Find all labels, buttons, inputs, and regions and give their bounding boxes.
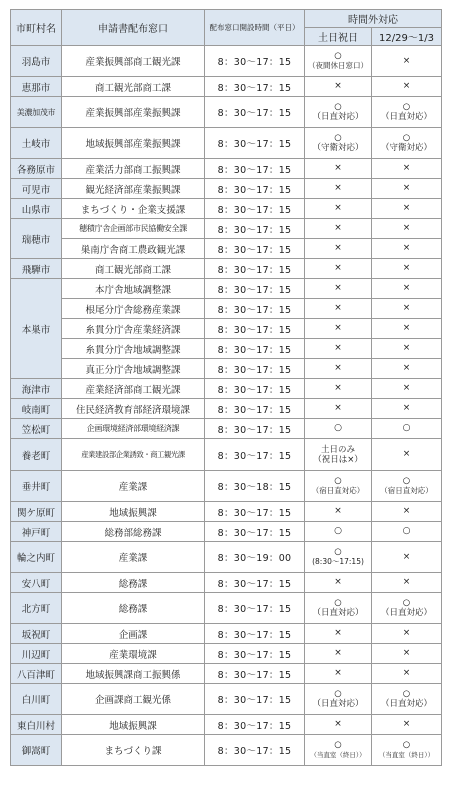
weekend-mark: ○ [334,689,342,699]
hours-cell: 8：30～17：15 [205,624,305,644]
window-cell: 巣南庁舎商工農政観光課 [62,239,205,259]
weekend-cell: × [305,399,372,419]
weekend-cell: × [305,644,372,664]
municipality-cell: 川辺町 [11,644,62,664]
weekend-cell: ○ [305,419,372,439]
new-year-note: （当直室（終日）） [378,751,435,759]
new-year-cell: × [372,715,442,735]
weekend-note: （当直室（終日）） [310,751,366,759]
new-year-note: （宿日直対応） [380,486,433,495]
header-weekend: 土日祝日 [305,28,372,46]
weekend-cell: ○ [305,522,372,542]
municipality-cell: 養老町 [11,439,62,471]
new-year-mark: ○ [402,598,411,608]
window-cell: 産業建設部企業誘致・商工観光課 [62,439,205,471]
table-row [11,97,442,128]
municipality-cell: 瑞穂市 [11,219,62,259]
municipality-cell: 北方町 [11,593,62,624]
weekend-cell: × [305,259,372,279]
new-year-note: （日直対応） [380,112,432,122]
table-row [11,239,442,259]
hours-cell: 8：30～17：15 [205,77,305,97]
hours-cell: 8：30～17：15 [205,199,305,219]
hours-cell: 8：30～18：15 [205,471,305,502]
new-year-cell: × [372,664,442,684]
hours-cell: 8：30～17：15 [205,715,305,735]
weekend-mark: ○ [334,51,342,61]
new-year-mark: ○ [402,102,411,112]
table-row [11,419,442,439]
hours-cell: 8：30～17：15 [205,97,305,128]
header-window: 申請書配布窓口 [62,10,205,46]
table-row [11,159,442,179]
weekend-cell: × [305,715,372,735]
table-row [11,593,442,624]
window-cell: 産業環境課 [62,644,205,664]
weekend-cell: × [305,502,372,522]
weekend-cell [305,439,372,471]
window-cell: 住民経済教育部経済環境課 [62,399,205,419]
hours-cell: 8：30～17：15 [205,399,305,419]
weekend-cell [305,735,372,766]
hours-cell: 8：30～17：15 [205,128,305,159]
hours-cell: 8：30～17：15 [205,439,305,471]
municipality-cell: 御嵩町 [11,735,62,766]
municipality-cell: 本巣市 [11,279,62,379]
new-year-cell: × [372,319,442,339]
window-cell: 本庁舎地域調整課 [62,279,205,299]
window-cell: 総務課 [62,593,205,624]
window-cell: まちづくり・企業支援課 [62,199,205,219]
hours-cell: 8：30～17：15 [205,502,305,522]
weekend-mark: ○ [334,133,342,143]
new-year-cell: × [372,502,442,522]
table-row [11,664,442,684]
table-row [11,279,442,299]
weekend-mark: 土日のみ [320,444,355,455]
new-year-mark: ○ [402,133,411,143]
municipality-cell: 坂祝町 [11,624,62,644]
weekend-cell: × [305,77,372,97]
window-cell: 商工観光部商工課 [62,77,205,97]
window-cell: 産業課 [62,471,205,502]
weekend-cell: × [305,339,372,359]
new-year-cell: × [372,644,442,664]
window-cell: 穂積庁舎企画部市民協働安全課 [62,219,205,239]
table-row [11,339,442,359]
municipality-cell: 輪之内町 [11,542,62,573]
hours-cell: 8：30～17：15 [205,522,305,542]
table-row [11,128,442,159]
window-cell: 商工観光部商工課 [62,259,205,279]
municipality-cell: 土岐市 [11,128,62,159]
new-year-mark: ○ [402,740,411,750]
table-row [11,299,442,319]
new-year-cell: × [372,299,442,319]
new-year-cell [372,593,442,624]
new-year-cell: × [372,199,442,219]
new-year-cell: × [372,159,442,179]
table-row [11,77,442,97]
table-row [11,542,442,573]
new-year-cell: × [372,624,442,644]
table-row [11,471,442,502]
new-year-note: （守衛対応） [380,143,432,153]
window-cell: 糸貫分庁舎産業経済課 [62,319,205,339]
weekend-note: (8:30～17:15) [312,557,364,566]
new-year-cell: × [372,77,442,97]
weekend-note: （祝日は×） [313,454,363,465]
table-row [11,199,442,219]
weekend-cell [305,593,372,624]
weekend-cell: × [305,279,372,299]
table-row [11,439,442,471]
hours-cell: 8：30～17：15 [205,644,305,664]
municipality-cell: 岐南町 [11,399,62,419]
window-cell: 地域振興部産業振興課 [62,128,205,159]
window-cell: 観光経済部産業振興課 [62,179,205,199]
weekend-cell: × [305,319,372,339]
window-cell: 企画課商工観光係 [62,684,205,715]
weekend-cell: × [305,624,372,644]
header-new-year: 12/29～1/3 [372,28,442,46]
weekend-cell: × [305,199,372,219]
weekend-note: （日直対応） [312,112,364,122]
weekend-mark: ○ [334,102,342,112]
municipality-cell: 白川町 [11,684,62,715]
municipality-cell: 海津市 [11,379,62,399]
weekend-cell: × [305,379,372,399]
table-row [11,624,442,644]
window-cell: 地域振興課 [62,502,205,522]
weekend-cell: × [305,179,372,199]
hours-cell: 8：30～17：15 [205,684,305,715]
new-year-note: （日直対応） [380,699,432,709]
new-year-cell: × [372,379,442,399]
header-municipality: 市町村名 [11,10,62,46]
new-year-mark: ○ [402,689,411,699]
table-row [11,359,442,379]
weekend-mark: ○ [334,740,342,750]
header-after-hours: 時間外対応 [305,10,442,28]
municipality-cell: 八百津町 [11,664,62,684]
new-year-cell: × [372,399,442,419]
weekend-cell [305,471,372,502]
new-year-mark: ○ [402,476,411,486]
municipality-cell: 各務原市 [11,159,62,179]
weekend-note: （日直対応） [312,699,364,709]
municipality-cell: 神戸町 [11,522,62,542]
hours-cell: 8：30～17：15 [205,299,305,319]
new-year-cell: × [372,179,442,199]
municipality-cell: 安八町 [11,573,62,593]
table-row [11,522,442,542]
window-cell: 企画課 [62,624,205,644]
header-hours: 配布窓口開設時間（平日） [205,10,305,46]
table-row [11,259,442,279]
hours-cell: 8：30～17：15 [205,573,305,593]
hours-cell: 8：30～17：15 [205,419,305,439]
window-cell: 産業経済部商工観光課 [62,379,205,399]
hours-cell: 8：30～17：15 [205,359,305,379]
new-year-cell: × [372,46,442,77]
hours-cell: 8：30～17：15 [205,159,305,179]
weekend-cell [305,542,372,573]
municipality-cell: 恵那市 [11,77,62,97]
weekend-cell [305,128,372,159]
table-row [11,644,442,664]
new-year-cell: × [372,279,442,299]
weekend-note: （夜間休日窓口） [308,61,368,70]
window-cell: 地域振興課 [62,715,205,735]
new-year-cell [372,97,442,128]
hours-cell: 8：30～17：15 [205,664,305,684]
window-cell: まちづくり課 [62,735,205,766]
weekend-cell: × [305,359,372,379]
new-year-cell: ○ [372,419,442,439]
table-row [11,46,442,77]
window-cell: 企画環境経済部環境経済課 [62,419,205,439]
window-cell: 総務課 [62,573,205,593]
municipality-cell: 関ケ原町 [11,502,62,522]
weekend-cell: × [305,219,372,239]
weekend-note: （日直対応） [312,608,364,618]
municipality-cell: 垂井町 [11,471,62,502]
window-cell: 糸貫分庁舎地域調整課 [62,339,205,359]
window-cell: 産業課 [62,542,205,573]
hours-cell: 8：30～17：15 [205,379,305,399]
weekend-cell: × [305,664,372,684]
hours-cell: 8：30～17：15 [205,239,305,259]
municipality-cell: 山県市 [11,199,62,219]
hours-cell: 8：30～17：15 [205,46,305,77]
window-cell: 総務部総務課 [62,522,205,542]
new-year-cell: ○ [372,522,442,542]
municipality-cell: 東白川村 [11,715,62,735]
table-row [11,319,442,339]
new-year-cell: × [372,219,442,239]
new-year-cell: × [372,239,442,259]
table-row [11,715,442,735]
table-row [11,502,442,522]
new-year-cell [372,471,442,502]
hours-cell: 8：30～17：15 [205,593,305,624]
hours-cell: 8：30～19：00 [205,542,305,573]
municipality-cell: 笠松町 [11,419,62,439]
weekend-mark: ○ [334,598,342,608]
weekend-cell [305,684,372,715]
new-year-note: （日直対応） [380,608,432,618]
window-cell: 産業活力部商工振興課 [62,159,205,179]
weekend-cell: × [305,159,372,179]
municipality-cell: 可児市 [11,179,62,199]
new-year-cell: × [372,339,442,359]
new-year-cell: × [372,573,442,593]
municipality-cell: 羽島市 [11,46,62,77]
window-cell: 産業振興部商工観光課 [62,46,205,77]
window-cell: 真正分庁舎地域調整課 [62,359,205,379]
weekend-cell [305,97,372,128]
table-row [11,735,442,766]
weekend-mark: ○ [334,547,342,557]
weekend-cell: × [305,299,372,319]
table-row [11,379,442,399]
window-cell: 産業振興部産業振興課 [62,97,205,128]
hours-cell: 8：30～17：15 [205,259,305,279]
hours-cell: 8：30～17：15 [205,319,305,339]
table-row [11,179,442,199]
new-year-cell: × [372,359,442,379]
table-row [11,399,442,419]
weekend-cell: × [305,573,372,593]
new-year-cell: × [372,542,442,573]
new-year-cell [372,684,442,715]
table-row [11,684,442,715]
municipality-cell: 美濃加茂市 [11,97,62,128]
table-row [11,573,442,593]
hours-cell: 8：30～17：15 [205,279,305,299]
distribution-window-table [10,9,442,766]
window-cell: 根尾分庁舎総務産業課 [62,299,205,319]
new-year-cell: × [372,259,442,279]
hours-cell: 8：30～17：15 [205,219,305,239]
municipality-cell: 飛騨市 [11,259,62,279]
weekend-mark: ○ [334,476,342,486]
new-year-cell: × [372,439,442,471]
weekend-note: （守衛対応） [312,143,364,153]
hours-cell: 8：30～17：15 [205,179,305,199]
weekend-cell [305,46,372,77]
hours-cell: 8：30～17：15 [205,735,305,766]
new-year-cell [372,128,442,159]
new-year-cell [372,735,442,766]
table-row [11,219,442,239]
hours-cell: 8：30～17：15 [205,339,305,359]
weekend-note: （宿日直対応） [311,486,365,495]
weekend-cell: × [305,239,372,259]
window-cell: 地域振興課商工振興係 [62,664,205,684]
